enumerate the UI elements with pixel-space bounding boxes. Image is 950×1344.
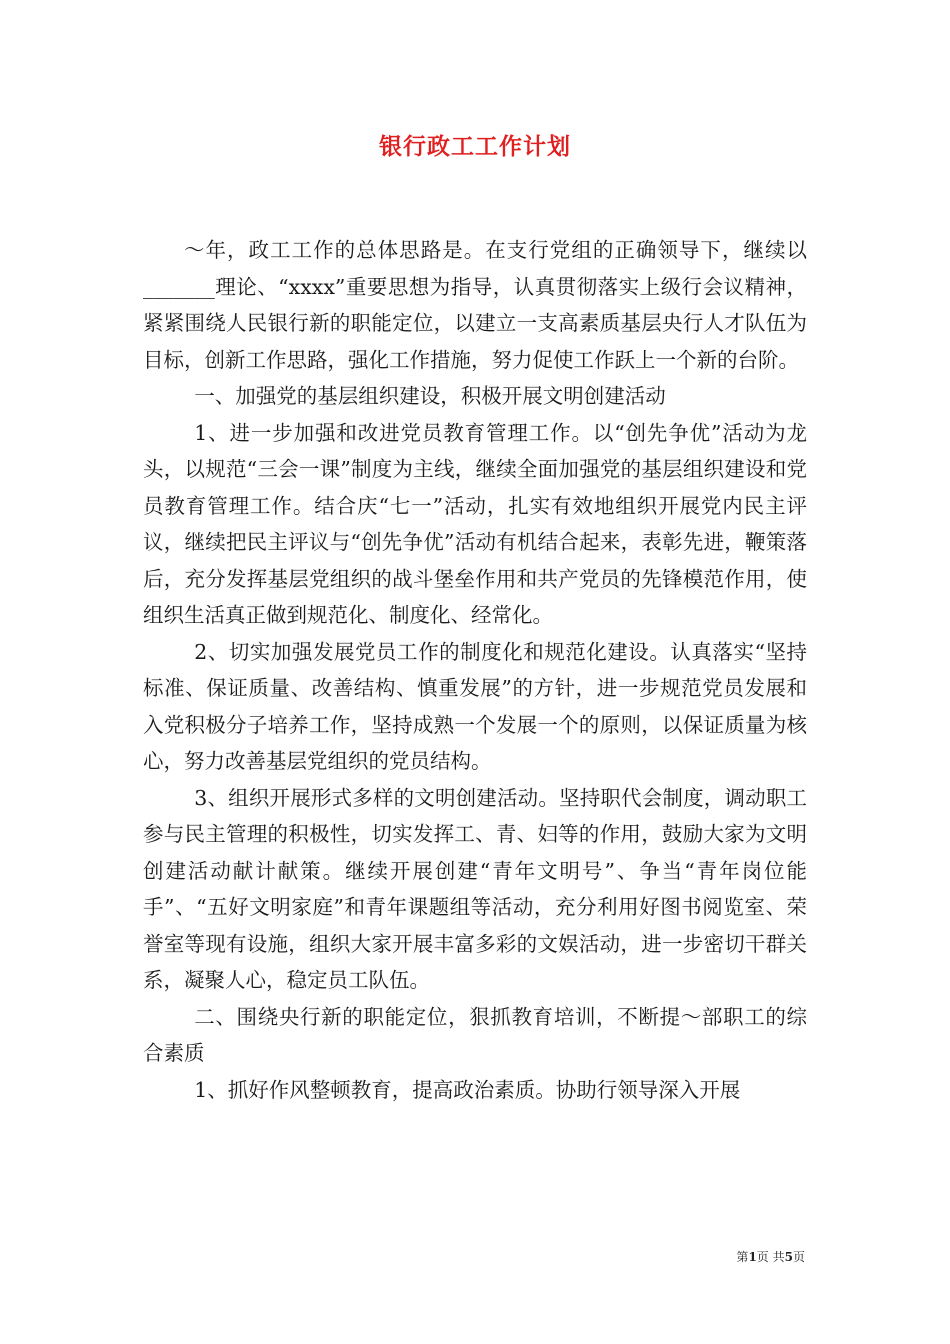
paragraph-1-2: 2、切实加强发展党员工作的制度化和规范化建设。认真落实“坚持标准、保证质量、改善结构、慎重发展”的方针，进一步规范党员发展和入党积极分子培养工作，坚持成熟一个发展一个的原则，以保证质量为核心，努力改善基层党组织的党员结构。 [143, 639, 807, 773]
page-middle: 页 共 [756, 1250, 785, 1264]
paragraph-1-3: 3、组织开展形式多样的文明创建活动。坚持职代会制度，调动职工参与民主管理的积极性，切实发挥工、青、妇等的作用，鼓励大家为文明创建活动献计献策。继续开展创建“青年文明号”、争当“青年岗位能手”、“五好文明家庭”和青年课题组等活动，充分利用好图书阅览室、荣誉室等现有设施，组织大家开展丰富多彩的文娱活动，进一步密切干群关系，凝聚人心，稳定员工队伍。 [143, 785, 807, 992]
page-suffix: 页 [792, 1250, 805, 1264]
page-total: 5 [784, 1250, 793, 1264]
section-heading-2: 二、围绕央行新的职能定位，狠抓教育培训，不断提～部职工的综合素质 [143, 1004, 807, 1065]
document-body [143, 232, 807, 1108]
paragraph-1-1: 1、进一步加强和改进党员教育管理工作。以“创先争优”活动为龙头，以规范“三会一课”制度为主线，继续全面加强党的基层组织建设和党员教育管理工作。结合庆“七一”活动，扎实有效地组织开展党内民主评议，继续把民主评议与“创先争优”活动有机结合起来，表彰先进，鞭策落后，充分发挥基层党组织的战斗堡垒作用和共产党员的先锋模范作用，使组织生活真正做到规范化、制度化、经常化。 [143, 420, 807, 627]
section-heading-1: 一、加强党的基层组织建设，积极开展文明创建活动 [194, 384, 666, 408]
document-title: 银行政工工作计划 [379, 133, 571, 160]
page-number [736, 1248, 805, 1265]
paragraph-intro: ～年，政工工作的总体思路是。在支行党组的正确领导下，继续以_______理论、“xxxx”重要思想为指导，认真贯彻落实上级行会议精神，紧紧围绕人民银行新的职能定位，以建立一支高素质基层央行人才队伍为目标，创新工作思路，强化工作措施，努力促使工作跃上一个新的台阶。 [143, 238, 807, 372]
page-current: 1 [748, 1250, 757, 1264]
page-prefix: 第 [736, 1250, 749, 1264]
paragraph-2-1: 1、抓好作风整顿教育，提高政治素质。协助行领导深入开展 [194, 1077, 741, 1102]
